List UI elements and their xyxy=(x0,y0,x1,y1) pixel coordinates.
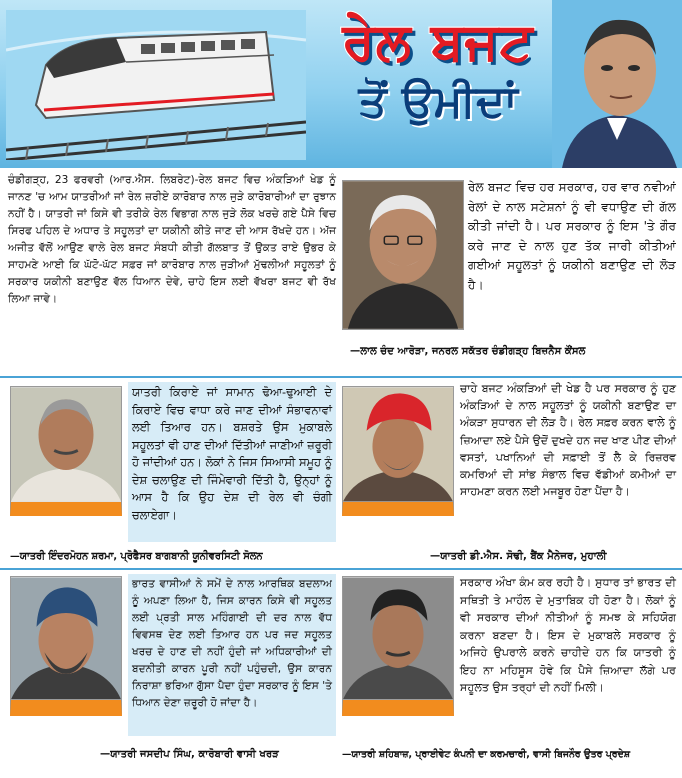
section-divider xyxy=(0,376,682,378)
caption-lal-chand-arora: —ਲਾਲ ਚੰਦ ਆਰੋੜਾ, ਜਨਰਲ ਸਕੱਤਰ ਚੰਡੀਗੜ੍ਹ ਬਿਜ਼ਨੈਸ ਕੌਂਸਲ xyxy=(350,346,586,357)
person-portrait-icon xyxy=(343,181,463,329)
caption-shahbaz: —ਯਾਤਰੀ ਸ਼ਹਿਬਾਜ਼, ਪ੍ਰਾਈਵੇਟ ਕੰਪਨੀ ਦਾ ਕਰਮਚਾਰੀ, ਵਾਸੀ ਬਿਜਨੌਰ ਉਤਰ ਪ੍ਰਦੇਸ਼ xyxy=(342,749,631,760)
header-banner xyxy=(0,0,682,168)
minister-portrait xyxy=(552,0,682,168)
quote-shahbaz: ਸਰਕਾਰ ਔਖਾ ਕੰਮ ਕਰ ਰਹੀ ਹੈ। ਸੁਧਾਰ ਤਾਂ ਭਾਰਤ ਦੀ ਸਥਿਤੀ ਤੇ ਮਾਹੌਲ ਦੇ ਮੁਤਾਬਿਕ ਹੀ ਹੋਣਾ ਹੈ। ਲੋਕਾਂ ਨੂੰ ਵੀ ਸਰਕਾਰ ਦੀਆਂ ਨੀਤੀਆਂ ਨੂੰ ਸਮਝ ਕੇ ਸਹਿਯੋਗ ਕਰਨਾ ਬਣਦਾ ਹੈ। ਇਸ ਦੇ ਮੁਕਾਬਲੇ ਸਰਕਾਰ ਨੂੰ ਅਜਿਹੇ ਉਪਰਾਲੇ ਕਰਨੇ ਚਾਹੀਦੇ ਹਨ ਕਿ ਯਾਤਰੀ ਨੂੰ ਇਹ ਨਾ ਮਹਿਸੂਸ ਹੋਵੇ ਕਿ ਪੈਸੇ ਜ਼ਿਆਦਾ ਲੱਗੇ ਪਰ ਸਹੂਲਤ ਉਸ ਤਰ੍ਹਾਂ ਦੀ ਨਹੀਂ ਮਿਲੀ। xyxy=(460,576,676,694)
photo-ds-sodhi xyxy=(342,386,454,516)
photo-lal-chand-arora xyxy=(342,180,464,330)
photo-shahbaz xyxy=(342,576,454,716)
person-portrait-icon xyxy=(11,387,121,502)
intro-article: ਚੰਡੀਗੜ੍ਹ, 23 ਫਰਵਰੀ (ਆਰ.ਐਸ. ਲਿਬਰੇਟ)-ਰੇਲ ਬਜਟ ਵਿਚ ਅੰਕੜਿਆਂ ਖੇਡ ਨੂੰ ਜਾਨਣ 'ਚ ਆਮ ਯਾਤਰੀਆਂ ਜਾਂ ਰੇਲ ਜ਼ਰੀਏ ਕਾਰੋਬਾਰ ਨਾਲ ਜੁੜੇ ਕਾਰੋਬਾਰੀਆਂ ਦਾ ਰੁਝਾਨ ਨਹੀਂ ਹੈ। ਯਾਤਰੀ ਜਾਂ ਕਿਸੇ ਵੀ ਤਰੀਕੇ ਰੇਲ ਵਿਭਾਗ ਨਾਲ ਜੁੜੇ ਲੋਕ ਖਰਚੇ ਗਏ ਪੈਸੇ ਵਿਚ ਸਿਰਫ ਪਹਿਲ ਦੇ ਅਧਾਰ ਤੇ ਸਹੂਲਤਾਂ ਦਾ ਯਕੀਨੀ ਕੀਤੇ ਜਾਣ ਦੀ ਆਸ ਰੱਖਦੇ ਹਨ। ਅੱਜ ਅਜੀਤ ਵੱਲੋਂ ਆਉਣ ਵਾਲੇ ਰੇਲ ਬਜਟ ਸੰਬਧੀ ਕੀਤੀ ਗੱਲਬਾਤ ਤੋਂ ਉਕਤ ਰਾਏ ਉਭਰ ਕੇ ਸਾਹਮਣੇ ਆਈ ਕਿ ਘੱਟੋ-ਘੱਟ ਸਫ਼ਰ ਜਾਂ ਕਾਰੋਬਾਰ ਨਾਲ ਜੁੜੀਆਂ ਮੁੱਢਲੀਆਂ ਸਹੂਲਤਾਂ ਨੂੰ ਸਰਕਾਰ ਯਕੀਨੀ ਬਣਾਉਣ ਵੱਲ ਧਿਆਨ ਦੇਵੇ, ਚਾਹੇ ਇਸ ਲਈ ਵੱਖਰਾ ਬਜਟ ਵੀ ਰੱਖ ਲਿਆ ਜਾਵੇ। xyxy=(8,174,336,305)
quote-indermohan-sharma: ਯਾਤਰੀ ਕਿਰਾਏ ਜਾਂ ਸਾਮਾਨ ਢੋਆ-ਢੁਆਈ ਦੇ ਕਿਰਾਏ ਵਿਚ ਵਾਧਾ ਕਰੇ ਜਾਣ ਦੀਆਂ ਸੰਭਾਵਨਾਵਾਂ ਲਈ ਤਿਆਰ ਹਨ। ਬਸ਼ਰਤੇ ਉਸ ਮੁਕਾਬਲੇ ਸਹੂਲਤਾਂ ਵੀ ਹਾਣ ਦੀਆਂ ਦਿੱਤੀਆਂ ਜਾਣੀਆਂ ਜ਼ਰੂਰੀ ਹੋ ਜਾਂਦੀਆਂ ਹਨ। ਲੋਕਾਂ ਨੇ ਜਿਸ ਸਿਆਸੀ ਸਮੂਹ ਨੂੰ ਦੇਸ਼ ਚਲਾਉਣ ਦੀ ਜਿੰਮੇਵਾਰੀ ਦਿੱਤੀ ਹੈ, ਉਨ੍ਹਾਂ ਨੂੰ ਆਸ ਹੈ ਕਿ ਉਹ ਦੇਸ਼ ਦੀ ਰੇਲ ਵੀ ਚੰਗੀ ਚਲਾਏਗਾ। xyxy=(128,382,336,542)
quote-jasdeep-singh: ਭਾਰਤ ਵਾਸੀਆਂ ਨੇ ਸਮੇਂ ਦੇ ਨਾਲ ਆਰਥਿਕ ਬਦਲਾਅ ਨੂੰ ਅਪਣਾ ਲਿਆ ਹੈ, ਜਿਸ ਕਾਰਨ ਕਿਸੇ ਵੀ ਸਹੂਲਤ ਲਈ ਪ੍ਰਤੀ ਸਾਲ ਮਹਿੰਗਾਈ ਦੀ ਦਰ ਨਾਲ ਵੱਧ ਵਿਵਸਥ ਦੇਣ ਲਈ ਤਿਆਰ ਹਨ ਪਰ ਜਦ ਸਹੂਲਤ ਖਰਚ ਦੇ ਹਾਣ ਦੀ ਨਹੀਂ ਹੁੰਦੀ ਜਾਂ ਅਧਿਕਾਰੀਆਂ ਦੀ ਬਦਨੀਤੀ ਕਾਰਨ ਪੂਰੀ ਨਹੀਂ ਪਹੁੰਚਦੀ, ਉਸ ਕਾਰਨ ਨਿਰਾਸ਼ਾ ਭਰਿਆ ਗੁੱਸਾ ਪੈਦਾ ਹੁੰਦਾ ਸਰਕਾਰ ਨੂੰ ਇਸ 'ਤੇ ਧਿਆਨ ਦੇਣਾ ਜ਼ਰੂਰੀ ਹੋ ਜਾਂਦਾ ਹੈ। xyxy=(128,574,336,736)
person-portrait-icon xyxy=(343,387,453,502)
quote-lal-chand-arora: ਰੇਲ ਬਜਟ ਵਿਚ ਹਰ ਸਰਕਾਰ, ਹਰ ਵਾਰ ਨਵੀਆਂ ਰੇਲਾਂ ਦੇ ਨਾਲ ਸਟੇਸ਼ਨਾਂ ਨੂੰ ਵੀ ਵਧਾਉਣ ਦੀ ਗੱਲ ਕੀਤੀ ਜਾਂਦੀ ਹੈ। ਪਰ ਸਰਕਾਰ ਨੂੰ ਇਸ 'ਤੇ ਗੌਰ ਕਰੇ ਜਾਣ ਦੇ ਨਾਲ ਹੁਣ ਤੱਕ ਜਾਰੀ ਕੀਤੀਆਂ ਗਈਆਂ ਸਹੂਲਤਾਂ ਨੂੰ ਯਕੀਨੀ ਬਣਾਉਣ ਦੀ ਲੋੜ ਹੈ। xyxy=(468,180,676,292)
photo-indermohan-sharma xyxy=(10,386,122,516)
headline xyxy=(318,10,558,150)
headline-line-2: ਤੋਂ ਉਮੀਦਾਂ xyxy=(358,76,518,127)
headline-line-1: ਰੇਲ ਬਜਟ xyxy=(342,12,534,72)
person-portrait-icon xyxy=(11,577,121,700)
train-illustration xyxy=(6,10,306,160)
caption-indermohan-sharma: —ਯਾਤਰੀ ਇੰਦਰਮੋਹਨ ਸ਼ਰਮਾ, ਪ੍ਰੋਫੈਸਰ ਬਾਗਬਾਨੀ ਯੂਨੀਵਰਸਿਟੀ ਸੋਲਨ xyxy=(10,551,263,562)
quote-ds-sodhi: ਚਾਹੇ ਬਜਟ ਅੰਕੜਿਆਂ ਦੀ ਖੇਡ ਹੈ ਪਰ ਸਰਕਾਰ ਨੂੰ ਹੁਣ ਅੰਕੜਿਆਂ ਦੇ ਨਾਲ ਸਹੂਲਤਾਂ ਨੂੰ ਯਕੀਨੀ ਬਣਾਉਣ ਦਾ ਅੰਕੜਾ ਸੁਧਾਰਨ ਦੀ ਲੋੜ ਹੈ। ਰੇਲ ਸਫ਼ਰ ਕਰਨ ਵਾਲੇ ਨੂੰ ਜ਼ਿਆਦਾ ਲਏ ਪੈਸੇ ਉਦੋਂ ਦੁਖਦੇ ਹਨ ਜਦ ਖਾਣ ਪੀਣ ਦੀਆਂ ਵਸਤਾਂ, ਪਖਾਨਿਆਂ ਦੀ ਸਫ਼ਾਈ ਤੋਂ ਲੈ ਕੇ ਰਿਜ਼ਰਵ ਕਮਰਿਆਂ ਦੀ ਸਾਂਭ ਸੰਭਾਲ ਵਿਚ ਵੱਡੀਆਂ ਕਮੀਆਂ ਦਾ ਸਾਹਮਣਾ ਕਰਨ ਲਈ ਮਜਬੂਰ ਹੋਣਾ ਪੈਂਦਾ ਹੈ। xyxy=(460,382,676,499)
caption-jasdeep-singh: —ਯਾਤਰੀ ਜਸਦੀਪ ਸਿੰਘ, ਕਾਰੋਬਾਰੀ ਵਾਸੀ ਖਰੜ xyxy=(100,749,279,760)
caption-ds-sodhi: —ਯਾਤਰੀ ਡੀ.ਐਸ. ਸੋਢੀ, ਬੈਂਕ ਮੈਨੇਜਰ, ਮੁਹਾਲੀ xyxy=(430,551,607,562)
section-divider xyxy=(0,568,682,570)
photo-jasdeep-singh xyxy=(10,576,122,716)
person-portrait-icon xyxy=(343,577,453,700)
